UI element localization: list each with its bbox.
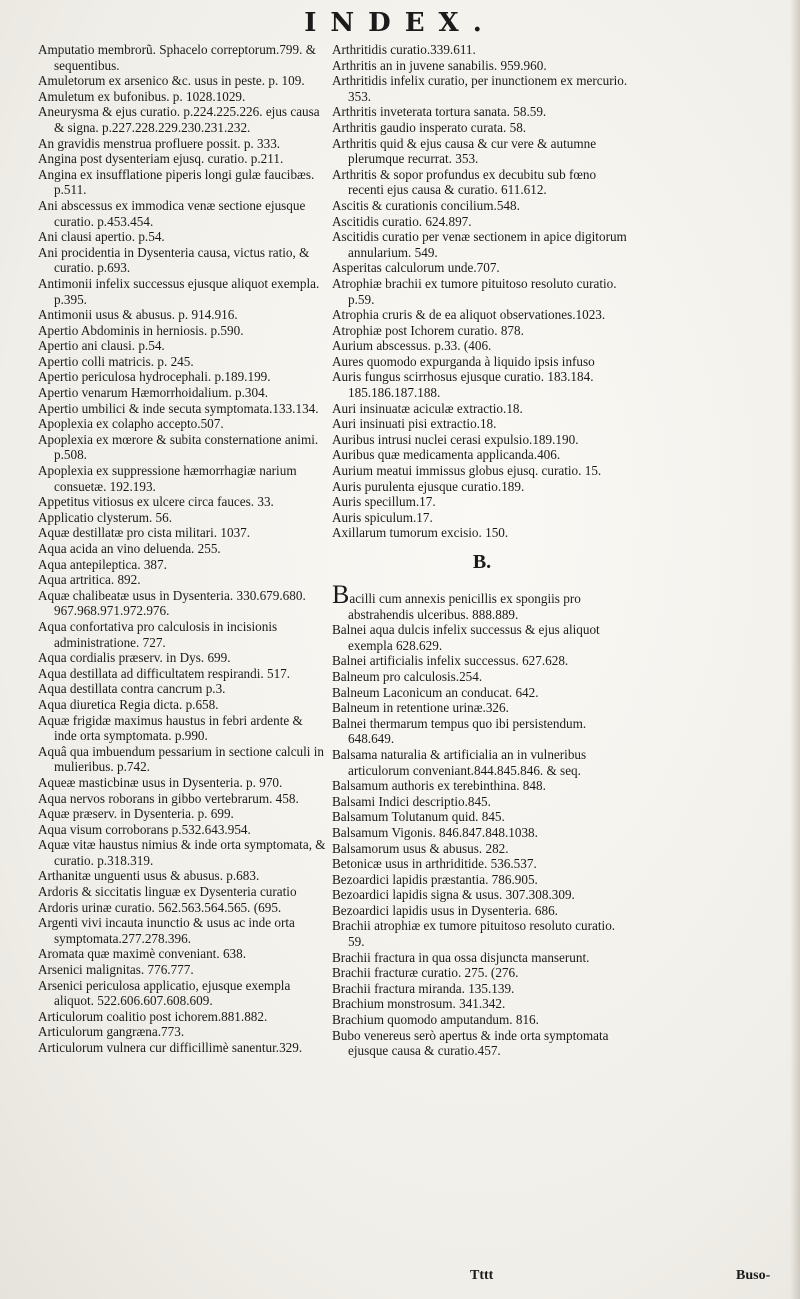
index-entry: Auris specillum.17. <box>332 494 436 510</box>
index-entry: Bubo venereus serò apertus & inde orta symptomata ejusque causa & curatio.457. <box>332 1027 609 1059</box>
index-entry: Balsami Indici descriptio.845. <box>332 793 491 809</box>
index-entry: Brachii atrophiæ ex tumore pituitoso resoluto curatio. 59. <box>332 918 616 950</box>
left-column <box>38 42 328 1056</box>
index-entry: Antimonii infelix successus ejusque aliquot exempla. p.395. <box>38 275 320 307</box>
index-entry: Brachii fractura miranda. 135.139. <box>332 980 515 996</box>
signature-mark: Tttt <box>470 1268 494 1283</box>
index-entry: Aquæ præserv. in Dysenteria. p. 699. <box>38 806 234 822</box>
index-entry: Amputatio membrorũ. Sphacelo correptorum.799. & sequentibus. <box>38 42 316 73</box>
index-entry: Auribus intrusi nuclei cerasi expulsio.189.190. <box>332 431 579 447</box>
index-entry: Arthritis & sopor profundus ex decubitu sub fœno recenti ejus causa & curatio. 611.612. <box>332 166 597 198</box>
right-column <box>332 42 632 1059</box>
index-entry: Auris spiculum.17. <box>332 509 433 525</box>
index-entry: An gravidis menstrua profluere possit. p. 333. <box>38 135 281 151</box>
index-entry: Balsamum authoris ex terebinthina. 848. <box>332 778 546 794</box>
index-entry: Arsenici malignitas. 776.777. <box>38 962 194 978</box>
index-entry: Apertio ani clausi. p.54. <box>38 338 165 354</box>
index-entry: Ardoris & siccitatis linguæ ex Dysenteria curatio <box>38 884 297 900</box>
index-entry: Ardoris urinæ curatio. 562.563.564.565. (695. <box>38 899 282 915</box>
index-entry: Ascitidis curatio per venæ sectionem in apice digitorum annularium. 549. <box>332 229 627 260</box>
index-entry: Apertio Abdominis in herniosis. p.590. <box>38 322 244 338</box>
index-entry: Aqua diuretica Regia dicta. p.658. <box>38 696 219 712</box>
index-entry: Apoplexia ex suppressione hæmorrhagiæ narium consuetæ. 192.193. <box>38 463 297 494</box>
index-entry: Atrophiæ brachii ex tumore pituitoso resoluto curatio. p.59. <box>332 275 617 307</box>
index-entry: Brachii fracturæ curatio. 275. (276. <box>332 965 519 981</box>
index-entry: Apertio periculosa hydrocephali. p.189.199. <box>38 369 271 385</box>
index-entry: Arthritis gaudio insperato curata. 58. <box>332 119 527 135</box>
index-entry: Arsenici periculosa applicatio, ejusque exempla aliquot. 522.606.607.608.609. <box>38 977 291 1009</box>
right-column-entries-b <box>332 580 632 1059</box>
index-entry: Ascitis & curationis concilium.548. <box>332 197 520 213</box>
index-entry: Aromata quæ maximè conveniant. 638. <box>38 946 247 962</box>
index-entry: Aqua destillata contra cancrum p.3. <box>38 681 226 697</box>
page-title: INDEX. <box>304 8 496 38</box>
section-letter: B. <box>472 551 492 573</box>
index-entry: Bezoardici lapidis præstantia. 786.905. <box>332 871 538 887</box>
index-entry: Apertio venarum Hæmorrhoidalium. p.304. <box>38 385 269 401</box>
index-entry: Balsamum Tolutanum quid. 845. <box>332 809 505 825</box>
index-entry: Auribus quæ medicamenta applicanda.406. <box>332 447 561 463</box>
index-entry: Balnei aqua dulcis infelix successus & ejus aliquot exempla 628.629. <box>332 622 600 653</box>
index-entry: Aqua cordialis præserv. in Dys. 699. <box>38 650 231 666</box>
index-entry: Axillarum tumorum excisio. 150. <box>332 525 509 541</box>
index-entry: Arthritidis infelix curatio, per inunctionem ex mercurio. 353. <box>332 73 628 104</box>
index-entry: Auris fungus scirrhosus ejusque curatio. 183.184. 185.186.187.188. <box>332 369 594 401</box>
index-entry: Aqua visum corroborans p.532.643.954. <box>38 821 251 837</box>
index-entry: Auris purulenta ejusque curatio.189. <box>332 478 525 494</box>
index-entry: Appetitus vitiosus ex ulcere circa fauces. 33. <box>38 494 274 510</box>
index-entry: Antimonii usus & abusus. p. 914.916. <box>38 307 238 323</box>
index-entry: Atrophia cruris & de ea aliquot observationes.1023. <box>332 307 606 323</box>
index-entry: Aqua antepileptica. 387. <box>38 556 167 572</box>
index-entry: Aurium abscessus. p.33. (406. <box>332 338 492 354</box>
index-entry: Balnei thermarum tempus quo ibi persistendum. 648.649. <box>332 715 587 747</box>
index-entry: Aqueæ masticbinæ usus in Dysenteria. p. 970. <box>38 774 283 790</box>
index-entry: Bacilli cum annexis penicillis ex spongiis pro abstrahendis ulceribus. 888.889. <box>332 580 581 622</box>
index-entry: Brachium quomodo amputandum. 816. <box>332 1012 539 1028</box>
index-entry: Balsama naturalia & artificialia an in vulneribus articulorum conveniant.844.845.846. & seq. <box>332 746 587 778</box>
index-entry: Aures quomodo expurganda à liquido ipsis infuso <box>332 353 595 369</box>
index-entry: Ani abscessus ex immodica venæ sectione ejusque curatio. p.453.454. <box>38 197 306 229</box>
index-entry: Balnei artificialis infelix successus. 627.628. <box>332 653 569 669</box>
index-entry: Aurium meatui immissus globus ejusq. curatio. 15. <box>332 463 602 479</box>
index-entry: Ani clausi apertio. p.54. <box>38 229 165 245</box>
index-entry: Brachii fractura in qua ossa disjuncta manserunt. <box>332 949 590 965</box>
index-entry: Amuletorum ex arsenico &c. usus in peste. p. 109. <box>38 73 305 89</box>
index-entry: Angina ex insufflatione piperis longi gulæ faucibæs. p.511. <box>38 166 315 198</box>
index-entry: Apertio colli matricis. p. 245. <box>38 353 194 369</box>
right-column-entries-a <box>332 42 632 541</box>
index-entry: Arthritis an in juvene sanabilis. 959.960. <box>332 57 547 73</box>
index-entry: Articulorum vulnera cur difficillimè sanentur.329. <box>38 1040 303 1055</box>
catchword: Buso- <box>736 1268 771 1283</box>
index-entry: Arthritidis curatio.339.611. <box>332 42 476 57</box>
index-entry: Apoplexia ex colapho accepto.507. <box>38 416 224 432</box>
index-entry: Betonicæ usus in arthriditide. 536.537. <box>332 856 537 872</box>
index-entry: Auri insinuati pisi extractio.18. <box>332 416 497 432</box>
index-entry: Balsamum Vigonis. 846.847.848.1038. <box>332 824 538 840</box>
index-entry: Brachium monstrosum. 341.342. <box>332 996 506 1012</box>
index-entry: Aquæ chalibeatæ usus in Dysenteria. 330.679.680. 967.968.971.972.976. <box>38 587 306 619</box>
index-entry: Auri insinuatæ aciculæ extractio.18. <box>332 400 523 416</box>
index-entry: Arthritis inveterata tortura sanata. 58.59. <box>332 104 547 120</box>
index-entry: Aneurysma & ejus curatio. p.224.225.226. ejus causa & signa. p.227.228.229.230.231.232. <box>38 104 320 135</box>
index-entry: Angina post dysenteriam ejusq. curatio. p.211. <box>38 151 284 167</box>
index-entry: Amuletum ex bufonibus. p. 1028.1029. <box>38 88 246 104</box>
index-entry: Arthanitæ unguenti usus & abusus. p.683. <box>38 868 260 884</box>
index-entry: Aqua nervos roborans in gibbo vertebrarum. 458. <box>38 790 299 806</box>
index-entry: Balneum Laconicum an conducat. 642. <box>332 684 539 700</box>
index-entry: Ascitidis curatio. 624.897. <box>332 213 472 229</box>
index-entry: Arthritis quid & ejus causa & cur vere & autumne plerumque recurrat. 353. <box>332 135 597 167</box>
index-entry: Argenti vivi incauta inunctio & usus ac inde orta symptomata.277.278.396. <box>38 915 295 946</box>
index-entry: Aquæ destillatæ pro cista militari. 1037. <box>38 525 251 541</box>
index-entry: Applicatio clysterum. 56. <box>38 509 173 525</box>
page-edge-shadow <box>790 0 800 1299</box>
index-entry: Aquâ qua imbuendum pessarium in sectione calculi in mulieribus. p.742. <box>38 743 325 775</box>
index-entry: Aqua acida an vino deluenda. 255. <box>38 541 221 556</box>
index-entry: Aqua destillata ad difficultatem respirandi. 517. <box>38 665 291 681</box>
index-entry: Articulorum coalitio post ichorem.881.882. <box>38 1008 268 1024</box>
index-entry: Apertio umbilici & inde secuta symptomata.133.134. <box>38 400 319 416</box>
index-entry: Apoplexia ex mœrore & subita consternatione animi. p.508. <box>38 431 319 463</box>
index-entry: Ani procidentia in Dysenteria causa, victus ratio, & curatio. p.693. <box>38 244 310 276</box>
index-entry: Bezoardici lapidis usus in Dysenteria. 686. <box>332 902 558 918</box>
index-entry: Articulorum gangræna.773. <box>38 1024 185 1040</box>
index-entry: Balneum in retentione urinæ.326. <box>332 700 509 716</box>
index-entry: Balsamorum usus & abusus. 282. <box>332 840 509 856</box>
index-entry: Asperitas calculorum unde.707. <box>332 260 500 276</box>
index-entry: Aquæ vitæ haustus nimius & inde orta symptomata, & curatio. p.318.319. <box>38 837 326 868</box>
index-entry: Aqua artritica. 892. <box>38 572 141 588</box>
index-entry: Balneum pro calculosis.254. <box>332 668 483 684</box>
index-entry: Atrophiæ post Ichorem curatio. 878. <box>332 322 524 338</box>
index-entry: Aqua confortativa pro calculosis in incisionis administratione. 727. <box>38 618 278 650</box>
index-entry: Aquæ frigidæ maximus haustus in febri ardente & inde orta symptomata. p.990. <box>38 712 303 744</box>
index-entry: Bezoardici lapidis signa & usus. 307.308.309. <box>332 887 575 903</box>
